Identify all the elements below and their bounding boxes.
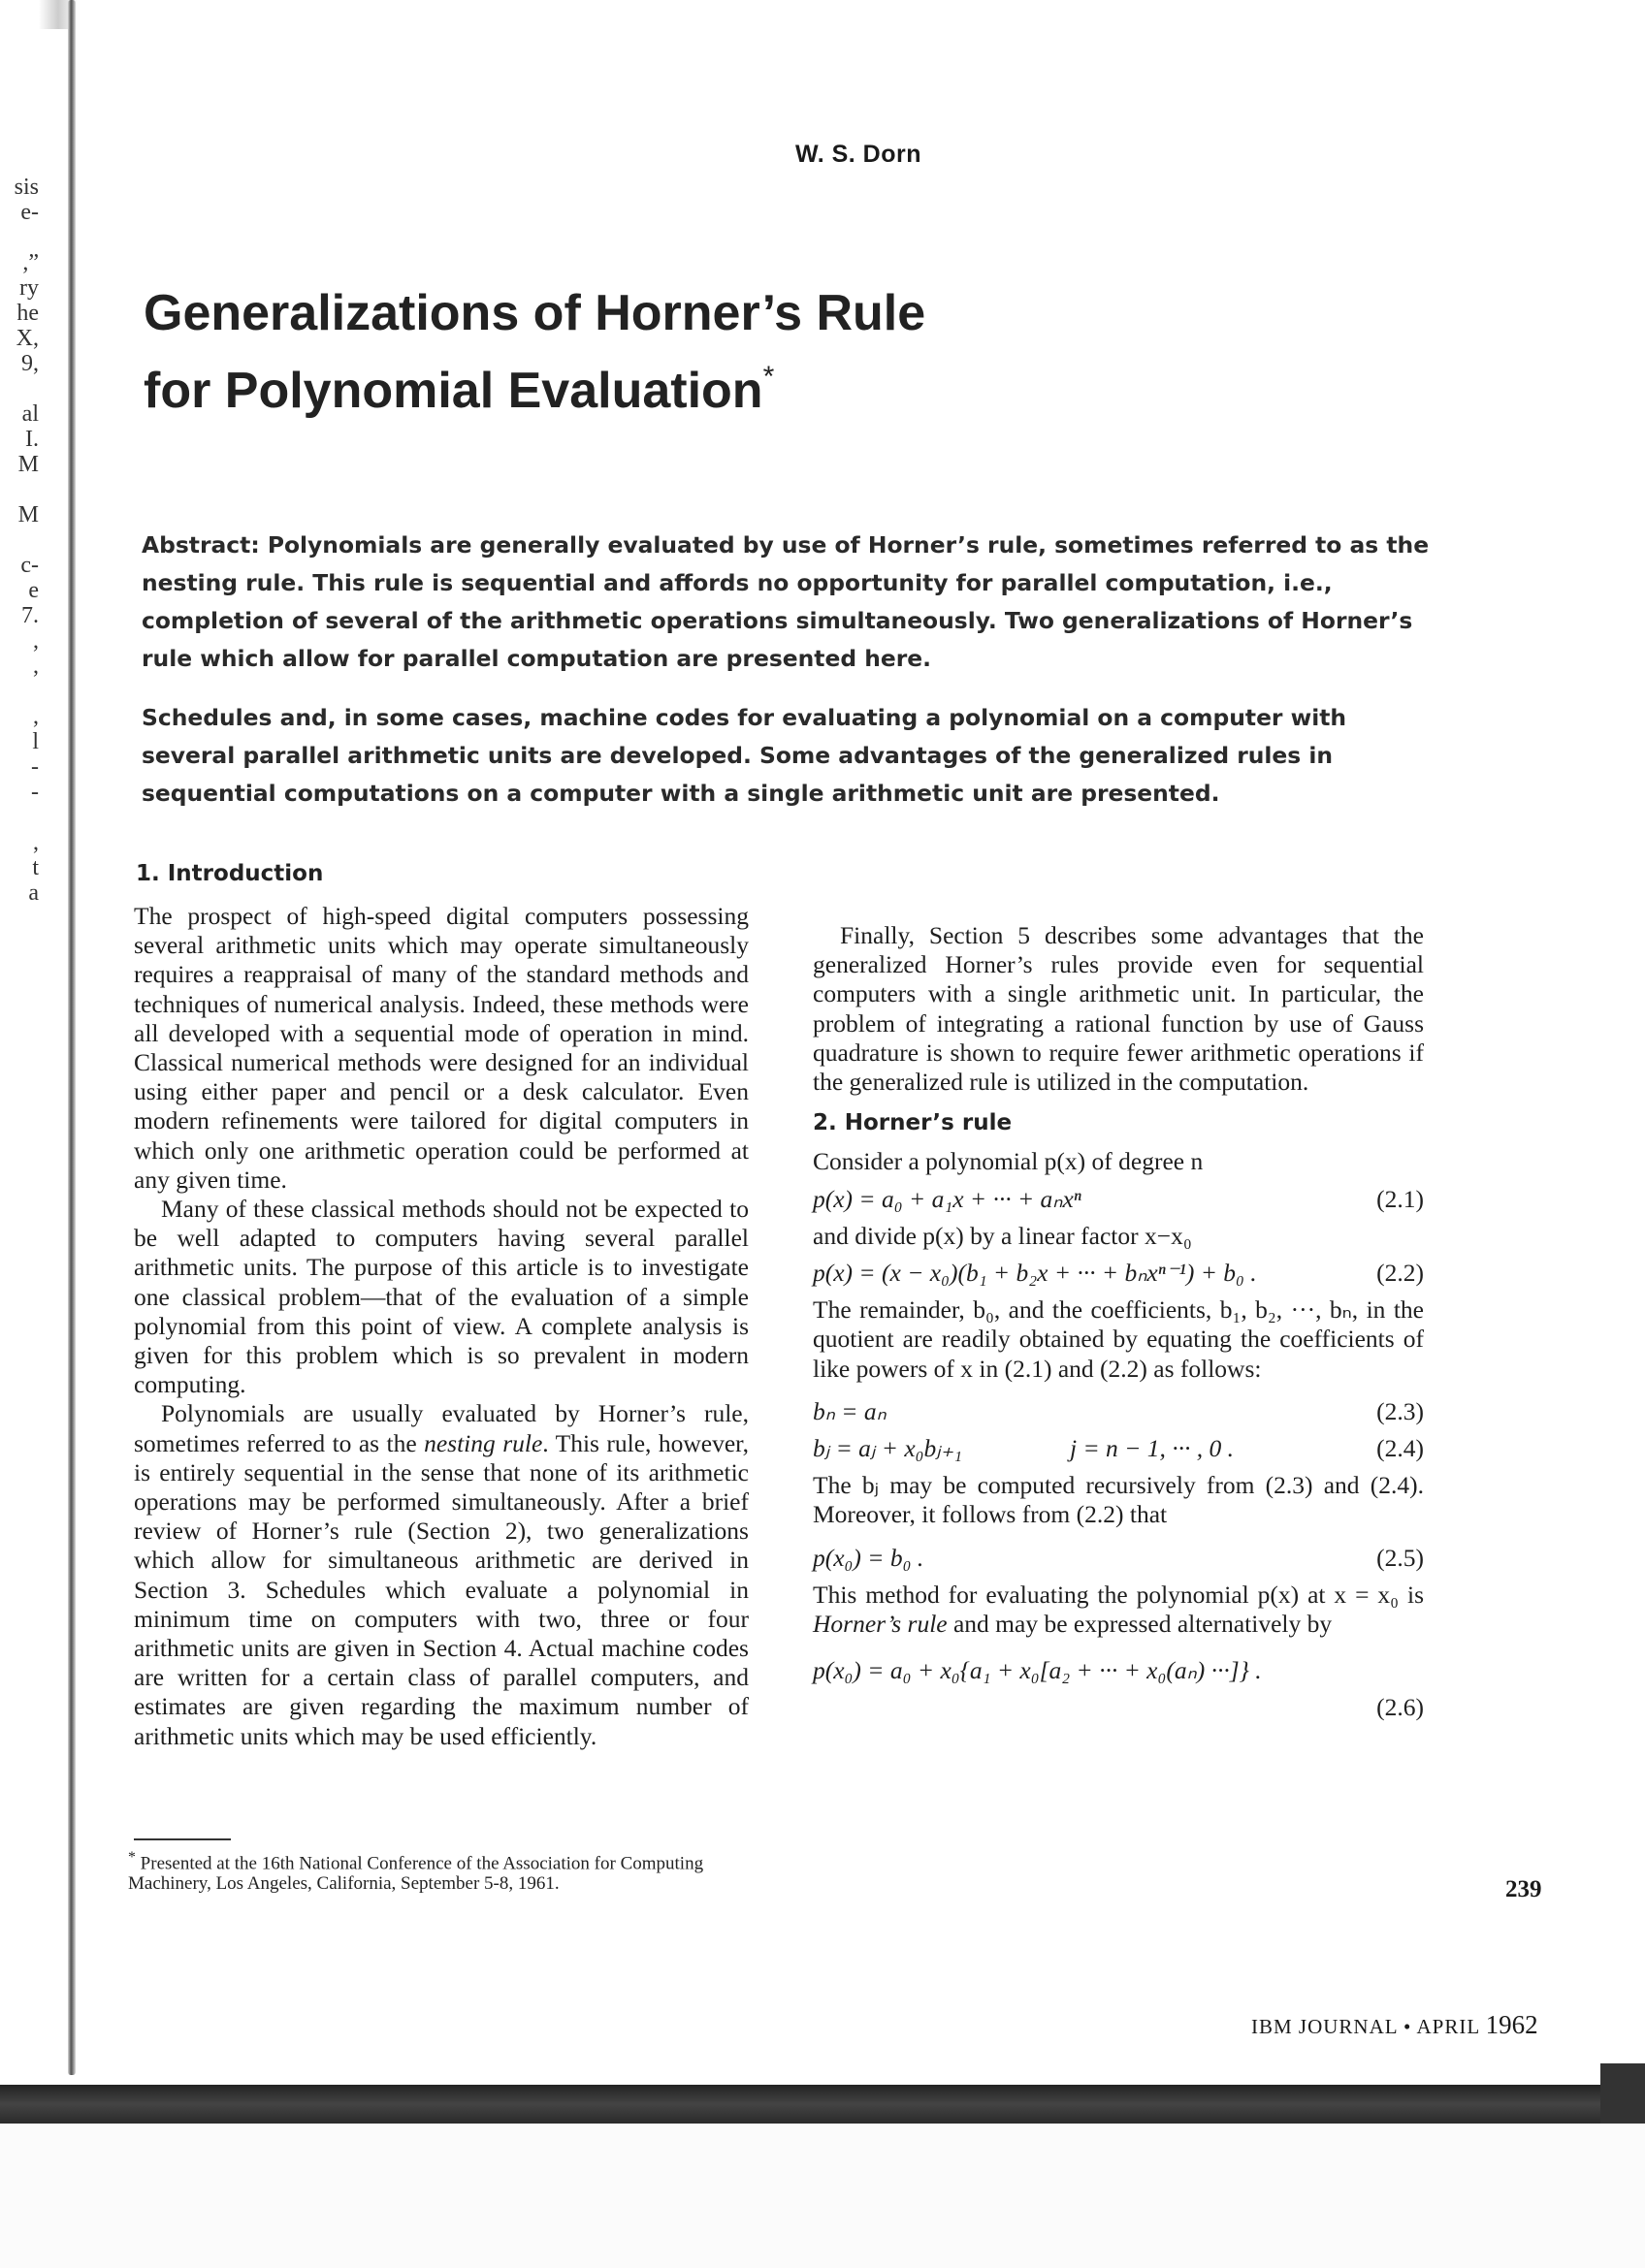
- section-1-heading: 1. Introduction: [136, 861, 324, 886]
- margin-fragment-line: [0, 376, 39, 401]
- left-column: [134, 902, 749, 1751]
- abstract-paragraph-2: Schedules and, in some cases, machine codes for evaluating a polynomial on a computer with several parallel arithmetic units are developed. Some advantages of the generalized rules in sequential computations on a computer with a single arithmetic unit are presented.: [142, 704, 1347, 807]
- equation-2-3: bₙ = aₙ (2.3): [813, 1396, 1424, 1425]
- title-line-2: for Polynomial Evaluation*: [144, 361, 775, 419]
- section-2-text-remainder: The remainder, b₀, and the coefficients, b₁, b₂, ···, bₙ, in the quotient are readily obtained by equating the coefficients of like powers of x in (2.1) and (2.2) as follows:: [813, 1295, 1424, 1383]
- footnote-marker: *: [762, 361, 775, 393]
- equation-number: (2.3): [1376, 1396, 1424, 1425]
- margin-fragment-line: ,: [33, 704, 39, 729]
- previous-page-margin-fragment: [0, 175, 39, 906]
- abstract-paragraph-1: Abstract: Polynomials are generally evaluated by use of Horner’s rule, sometimes referred to as the nesting rule. This rule is sequential and affords no opportunity for parallel computation, i.e., completion of several of the arithmetic operations simultaneously. Two generalizations of Horner’s rule which allow for parallel computation are presented here.: [142, 531, 1430, 672]
- equation-number: (2.6): [1376, 1693, 1424, 1722]
- margin-fragment-line: a: [28, 880, 39, 906]
- right-column: [813, 921, 1424, 1730]
- article-title: [144, 281, 1210, 423]
- equation-2-2: p(x) = (x − x₀)(b₁ + b₂x + ··· + bₙxⁿ⁻¹) + b₀ . (2.2): [813, 1259, 1424, 1288]
- intro-paragraph-2: Many of these classical methods should not be expected to be well adapted to computers having several parallel arithmetic units. The purpose of this article is to investigate one classical problem—that of the evaluation of a simple polynomial from this point of view. A complete analysis is given for this problem which is so prevalent in modern computing.: [134, 1195, 749, 1399]
- equation-condition: j = n − 1, ··· , 0 .: [1070, 1434, 1234, 1463]
- margin-fragment-line: 9,: [21, 351, 39, 376]
- section-2-text-recursive: The bⱼ may be computed recursively from (2.3) and (2.4). Moreover, it follows from (2.2) that: [813, 1471, 1424, 1529]
- section-2-text-horner: This method for evaluating the polynomial p(x) at x = x₀ is Horner’s rule and may be expressed alternatively by: [813, 1580, 1424, 1639]
- intro-paragraph-3: Polynomials are usually evaluated by Horner’s rule, sometimes referred to as the nesting rule. This rule, however, is entirely sequential in the sense that none of its arithmetic operations may be performed simultaneously. After a brief review of Horner’s rule (Section 2), two generalizations which allow for simultaneous arithmetic are derived in Section 3. Schedules which evaluate a polynomial in minimum time on computers with two, three or four arithmetic units are given in Section 4. Actual machine codes are written for a certain class of parallel computers, and estimates are given regarding the maximum number of arithmetic units which may be used efficiently.: [134, 1399, 749, 1750]
- margin-fragment-line: [0, 477, 39, 502]
- section-2-intro: Consider a polynomial p(x) of degree n: [813, 1147, 1204, 1176]
- margin-fragment-line: ,: [33, 830, 39, 855]
- abstract-label: Abstract:: [142, 531, 260, 559]
- equation-number: (2.4): [1376, 1434, 1424, 1463]
- author-name: W. S. Dorn: [795, 141, 921, 168]
- intro-paragraph-1: The prospect of high-speed digital computers possessing several arithmetic units which may operate simultaneously requires a reappraisal of many of the standard methods and techniques of numerical analysis. Indeed, these methods were all developed with a sequential mode of operation in mind. Classical numerical methods were designed for an individual using either paper and pencil or a desk calculator. Even modern refinements were tailored for digital computers in which only one arithmetic operation could be performed at any given time.: [134, 902, 749, 1194]
- margin-fragment-line: [0, 679, 39, 704]
- margin-fragment-line: ,”: [22, 250, 39, 275]
- page-binding-edge: [68, 0, 76, 2075]
- page-number: 239: [1505, 1876, 1542, 1902]
- margin-fragment-line: [0, 527, 39, 553]
- equation-number: (2.5): [1376, 1543, 1424, 1572]
- margin-fragment-line: X,: [16, 326, 39, 351]
- section-2-heading: 2. Horner’s rule: [813, 1110, 1013, 1136]
- margin-fragment-line: ,: [33, 628, 39, 654]
- abstract: [142, 527, 1432, 834]
- margin-fragment-line: 7.: [21, 603, 39, 628]
- footnote: * Presented at the 16th National Conference of the Association for Computing Machinery, Los Angeles, California, September 5-8, 1961.: [128, 1849, 704, 1895]
- equation-2-5: p(x₀) = b₀ . (2.5): [813, 1543, 1424, 1572]
- margin-fragment-line: t: [32, 855, 39, 880]
- margin-fragment-line: c-: [20, 553, 39, 578]
- scan-shadow-corner: [1600, 2063, 1645, 2124]
- margin-fragment-line: -: [31, 780, 39, 805]
- section-2-text-divide: and divide p(x) by a linear factor x−x₀: [813, 1221, 1192, 1250]
- intro-paragraph-4: Finally, Section 5 describes some advantages that the generalized Horner’s rules provide even for sequential computers with a single arithmetic unit. In particular, the problem of integrating a rational function by use of Gauss quadrature is shown to require fewer arithmetic operations if the generalized rule is utilized in the computation.: [813, 921, 1424, 1097]
- margin-fragment-line: he: [16, 301, 39, 326]
- journal-footer: IBM JOURNAL • APRIL 1962: [1251, 2010, 1538, 2039]
- margin-fragment-line: M: [17, 502, 39, 527]
- equation-number: (2.2): [1376, 1259, 1424, 1288]
- scan-background: [0, 2124, 1645, 2268]
- margin-fragment-line: [0, 225, 39, 250]
- footnote-rule: [134, 1838, 231, 1840]
- equation-2-1: p(x) = a₀ + a₁x + ··· + aₙxⁿ (2.1): [813, 1184, 1424, 1213]
- margin-fragment-line: e: [28, 578, 39, 603]
- margin-fragment-line: ,: [33, 654, 39, 679]
- equation-number: (2.1): [1376, 1184, 1424, 1213]
- margin-fragment-line: I.: [25, 427, 39, 452]
- margin-fragment-line: sis: [14, 175, 39, 200]
- margin-fragment-line: -: [31, 754, 39, 780]
- margin-fragment-line: [0, 805, 39, 830]
- equation-2-4: bⱼ = aⱼ + x₀bⱼ₊₁ j = n − 1, ··· , 0 . (2.4): [813, 1434, 1424, 1463]
- equation-2-6-number-row: [813, 1693, 1424, 1722]
- margin-fragment-line: al: [21, 401, 39, 427]
- equation-2-6: p(x₀) = a₀ + x₀{a₁ + x₀[a₂ + ··· + x₀(aₙ) ···]} .: [813, 1656, 1262, 1685]
- margin-fragment-line: ry: [19, 275, 39, 301]
- margin-fragment-line: e-: [20, 200, 39, 225]
- margin-fragment-line: l: [32, 729, 39, 754]
- margin-fragment-line: M: [17, 452, 39, 477]
- title-line-1: Generalizations of Horner’s Rule: [144, 285, 926, 341]
- scan-shadow-band: [0, 2085, 1610, 2124]
